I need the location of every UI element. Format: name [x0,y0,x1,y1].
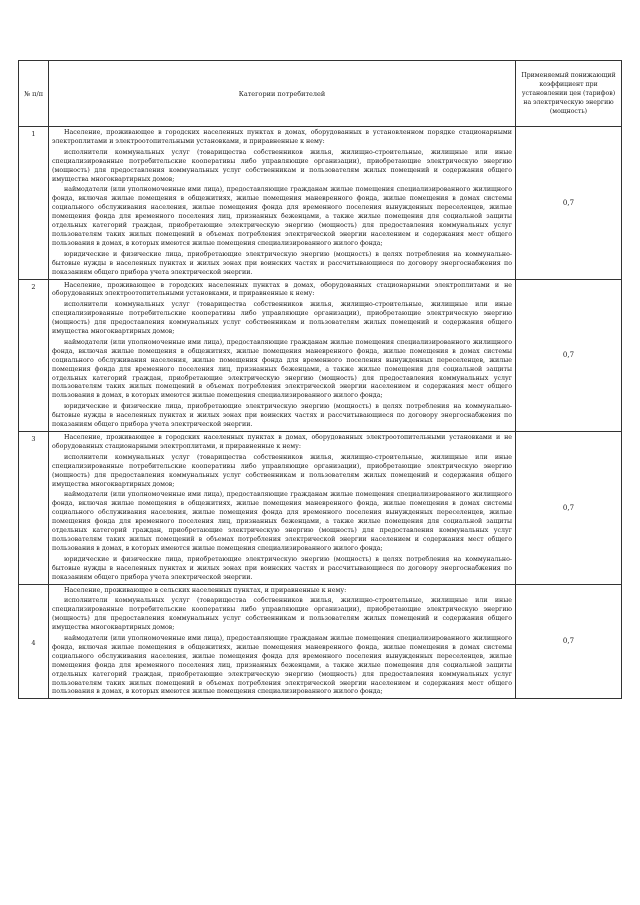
row-coefficient: 0,7 [516,432,622,585]
table-header-row [19,61,622,127]
row-coefficient: 0,7 [516,279,622,432]
row-category-text [49,279,516,432]
paragraph: Население, проживающее в городских населенных пунктах в домах, оборудованных в установленном порядке стационарными электроплитами и электроотопительными установками, и приравненные к нему: [52,129,512,145]
tariff-coefficient-table [18,60,622,699]
paragraph: юридические и физические лица, приобретающие электрическую энергию (мощность) в целях потребления на коммунально-бытовые нужды в населенных пунктах и жилых зонах при воинских частях и рассчитывающиеся по договору энергоснабжения по показаниям общего прибора учета электрической энергии. [52,555,512,581]
paragraph: исполнители коммунальных услуг (товарищества собственников жилья, жилищно-строительные, жилищные или иные специализированные потребительские кооперативы либо управляющие организации), приобретающие электрическую энергию (мощность) для предоставления коммунальных услуг собственникам и пользователям жилых помещений и содержания общего имущества многоквартирных домов; [52,453,512,488]
header-category: Категории потребителей [49,61,516,127]
header-num: № п/п [19,61,49,127]
row-coefficient: 0,7 [516,584,622,699]
row-number: 1 [19,127,49,280]
row-category-text [49,432,516,585]
header-coefficient: Применяемый понижающий коэффициент при установлении цен (тарифов) на электрическую энергию (мощность) [516,61,622,127]
paragraph: исполнители коммунальных услуг (товарищества собственников жилья, жилищно-строительные, жилищные или иные специализированные потребительские кооперативы либо управляющие организации), приобретающие электрическую энергию (мощность) для предоставления коммунальных услуг собственникам и пользователям жилых помещений и содержания общего имущества многоквартирных домов; [52,301,512,336]
paragraph: наймодатели (или уполномоченные ими лица), предоставляющие гражданам жилые помещения специализированного жилищного фонда, включая жилые помещения в общежитиях, жилые помещения маневренного фонда, жилые помещения в домах системы социального обслуживания населения, жилые помещения фонда для временного поселения вынужденных переселенцев, жилые помещения фонда для временного поселения лиц, признанных беженцами, а также жилые помещения для социальной защиты отдельных категорий граждан, приобретающие электрическую энергию (мощность) для предоставления коммунальных услуг пользователям таких жилых помещений в объемах потребления электрической энергии населением и содержания мест общего пользования в домах, в которых имеются жилые помещения специализированного жилого фонда; [52,635,512,696]
table-row [19,432,622,585]
row-number: 3 [19,432,49,585]
paragraph: юридические и физические лица, приобретающие электрическую энергию (мощность) в целях потребления на коммунально-бытовые нужды в населенных пунктах и жилых зонах при воинских частях и рассчитывающиеся по договору энергоснабжения по показаниям общего прибора учета электрической энергии. [52,403,512,429]
row-number: 2 [19,279,49,432]
paragraph: наймодатели (или уполномоченные ими лица), предоставляющие гражданам жилые помещения специализированного жилищного фонда, включая жилые помещения в общежитиях, жилые помещения маневренного фонда, жилые помещения в домах системы социального обслуживания населения, жилые помещения фонда для временного поселения вынужденных переселенцев, жилые помещения фонда для временного поселения лиц, признанных беженцами, а также жилые помещения для социальной защиты отдельных категорий граждан, приобретающие электрическую энергию (мощность) для предоставления коммунальных услуг пользователям таких жилых помещений в объемах потребления электрической энергии населением и содержания мест общего пользования в домах, в которых имеются жилые помещения специализированного жилого фонда; [52,338,512,400]
paragraph: Население, проживающее в городских населенных пунктах в домах, оборудованных электроотопительными установками и не оборудованных стационарными электроплитами, и приравненные к нему: [52,434,512,450]
table-row [19,127,622,280]
row-coefficient: 0,7 [516,127,622,280]
row-category-text [49,127,516,280]
paragraph: наймодатели (или уполномоченные ими лица), предоставляющие гражданам жилые помещения специализированного жилищного фонда, включая жилые помещения в общежитиях, жилые помещения маневренного фонда, жилые помещения в домах системы социального обслуживания населения, жилые помещения фонда для временного поселения вынужденных переселенцев, жилые помещения фонда для временного поселения лиц, признанных беженцами, а также жилые помещения для социальной защиты отдельных категорий граждан, приобретающие электрическую энергию (мощность) для предоставления коммунальных услуг пользователям таких жилых помещений в объемах потребления электрической энергии населением и содержания мест общего пользования в домах, в которых имеются жилые помещения специализированного жилого фонда; [52,186,512,247]
paragraph: Население, проживающее в сельских населенных пунктах, и приравненные к нему: [64,586,347,594]
paragraph: Население, проживающее в городских населенных пунктах в домах, оборудованных стационарными электроплитами и не оборудованных электроотопительными установками, и приравненные к нему: [52,281,512,298]
table-row [19,584,622,699]
paragraph: исполнители коммунальных услуг (товарищества собственников жилья, жилищно-строительные, жилищные или иные специализированные потребительские кооперативы либо управляющие организации), приобретающие электрическую энергию (мощность) для предоставления коммунальных услуг собственникам и пользователям жилых помещений и содержания общего имущества многоквартирных домов; [52,148,512,183]
paragraph: наймодатели (или уполномоченные ими лица), предоставляющие гражданам жилые помещения специализированного жилищного фонда, включая жилые помещения в общежитиях, жилые помещения маневренного фонда, жилые помещения в домах системы социального обслуживания населения, жилые помещения фонда для временного поселения вынужденных переселенцев, жилые помещения фонда для временного поселения лиц, признанных беженцами, а также жилые помещения для социальной защиты отдельных категорий граждан, приобретающие электрическую энергию (мощность) для предоставления коммунальных услуг пользователям таких жилых помещений в объемах потребления электрической энергии населением и содержания мест общего пользования в домах, в которых имеются жилые помещения специализированного жилого фонда; [52,491,512,552]
row-category-text [49,584,516,699]
paragraph: исполнители коммунальных услуг (товарищества собственников жилья, жилищно-строительные, жилищные или иные специализированные потребительские кооперативы либо управляющие организации), приобретающие электрическую энергию (мощность) для предоставления коммунальных услуг собственникам и пользователям жилых помещений и содержания общего имущества многоквартирных домов; [52,597,512,632]
paragraph: юридические и физические лица, приобретающие электрическую энергию (мощность) в целях потребления на коммунально-бытовые нужды в населенных пунктах и жилых зонах при воинских частях и рассчитывающиеся по договору энергоснабжения по показаниям общего прибора учета электрической энергии. [52,250,512,276]
row-number: 4 [19,584,49,699]
table-row [19,279,622,432]
